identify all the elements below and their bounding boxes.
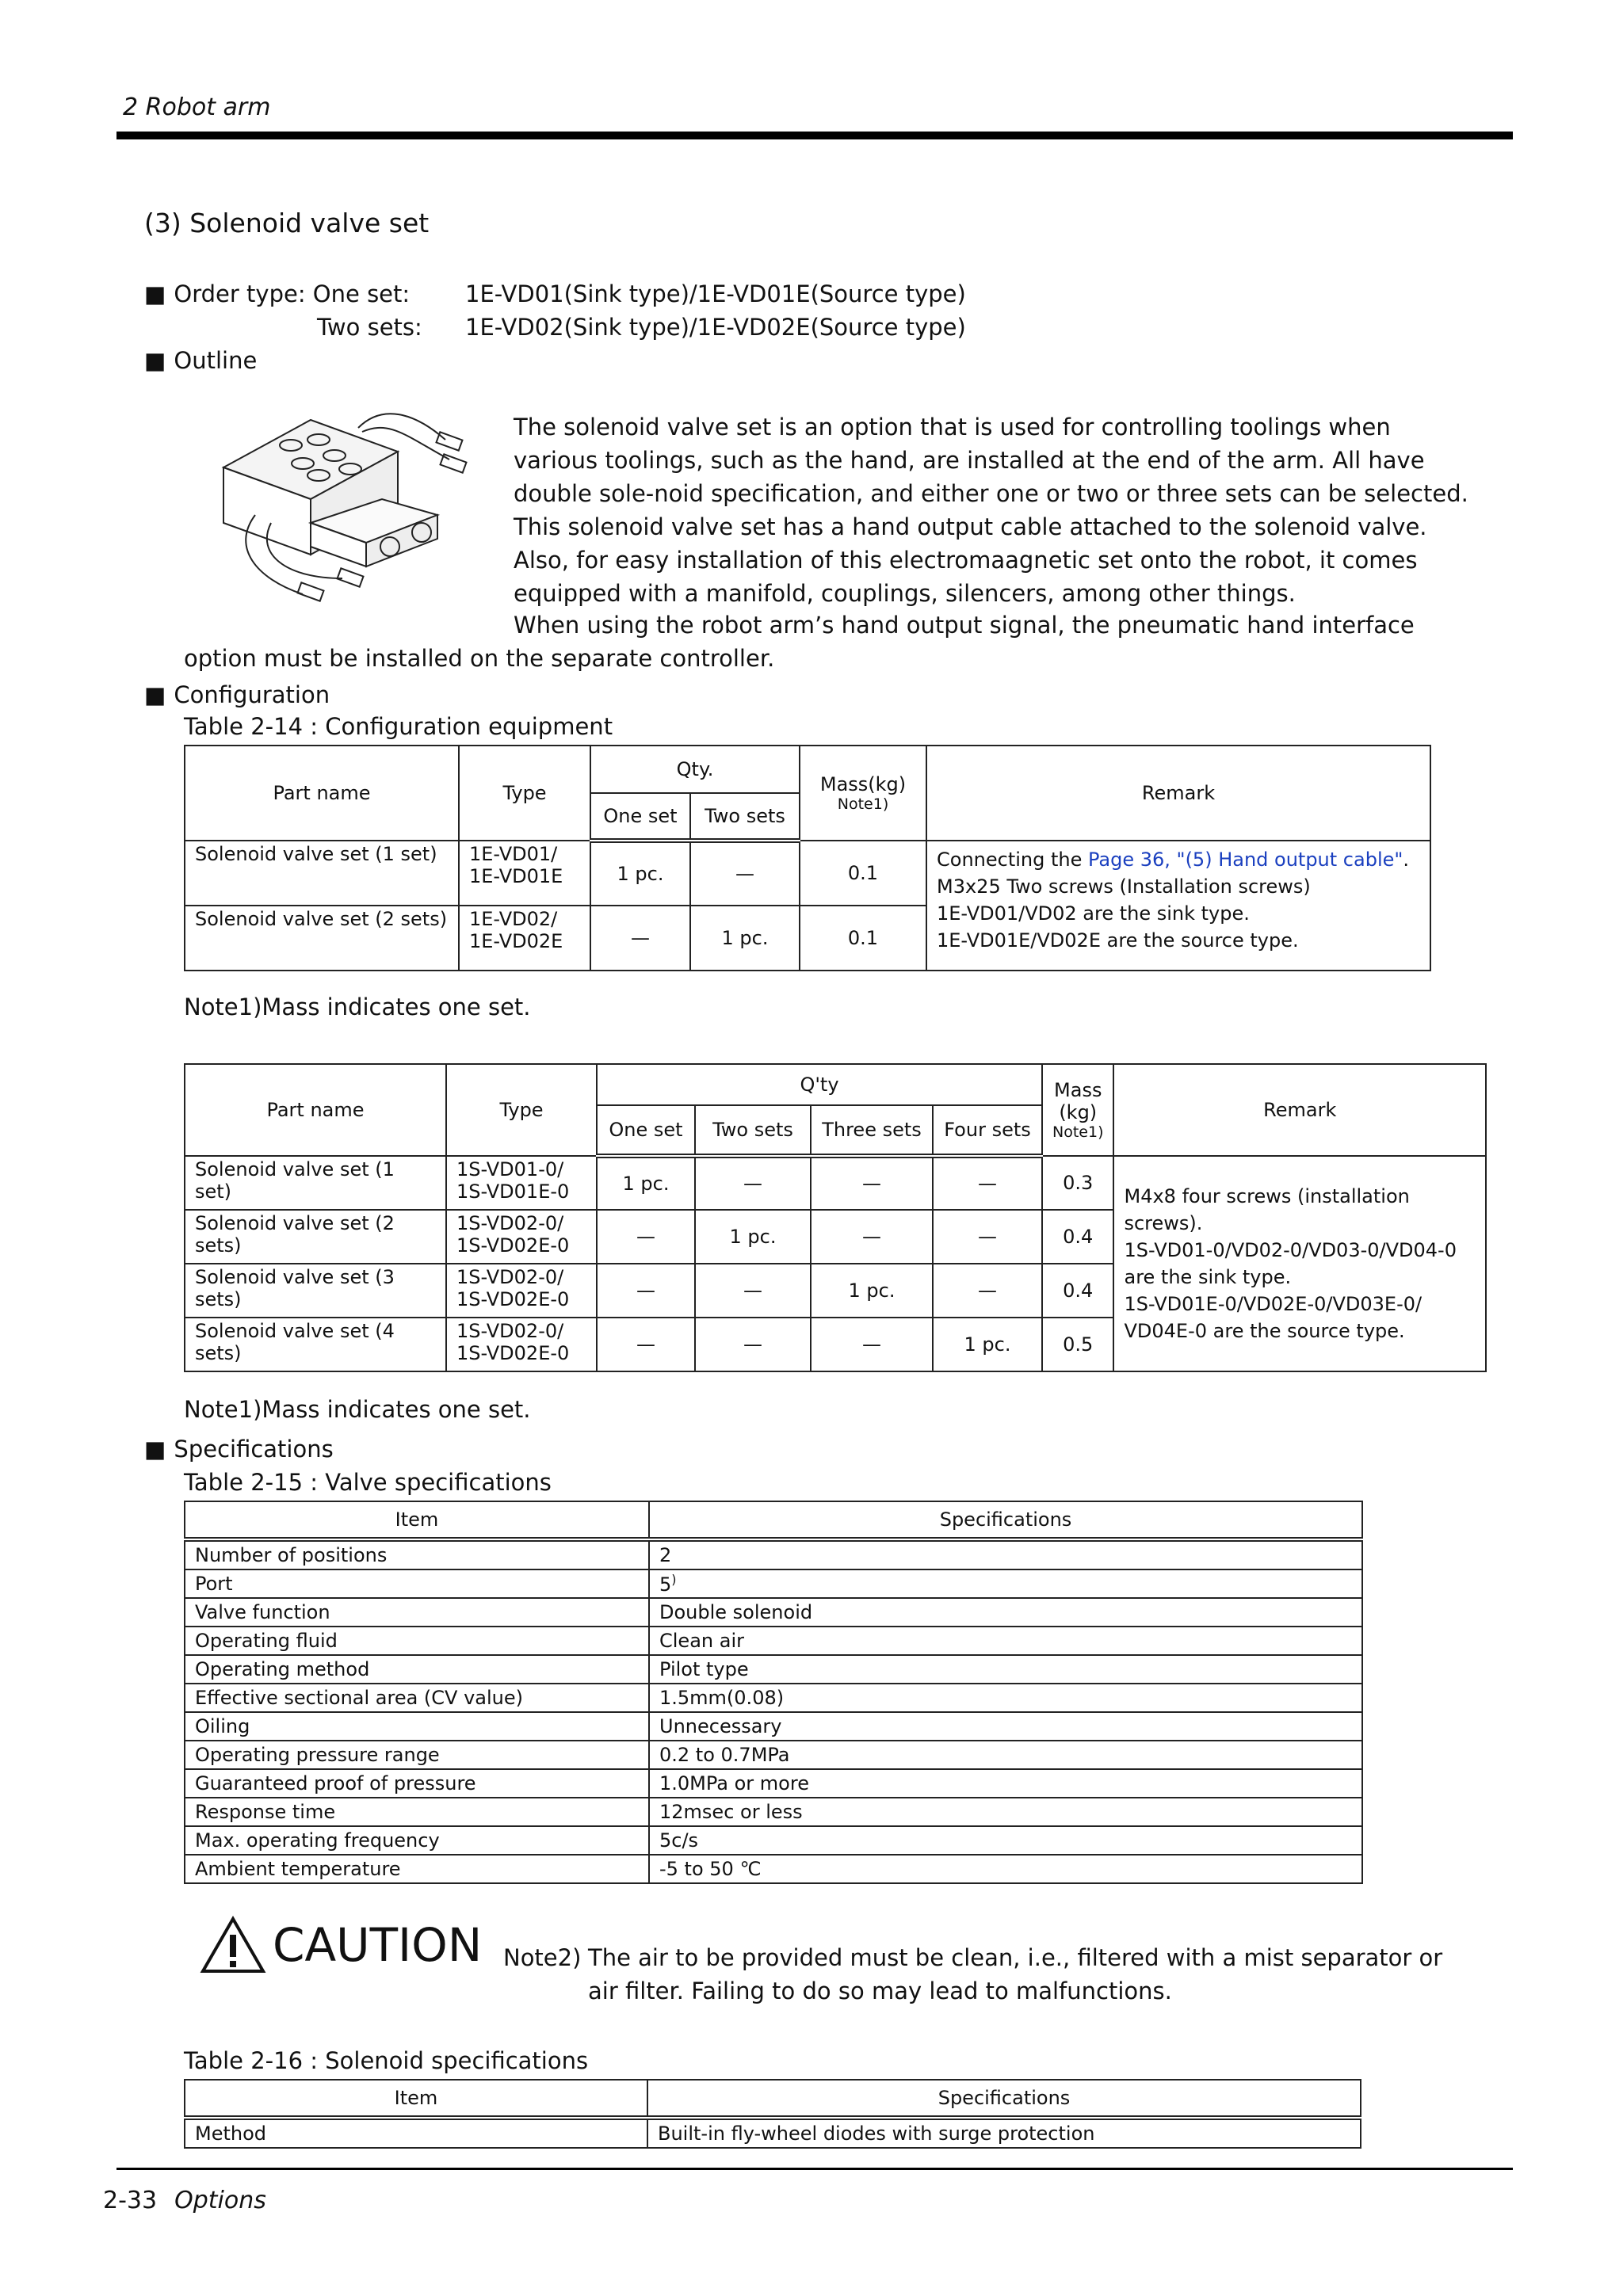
cell-four: 1 pc.	[933, 1318, 1042, 1371]
table-row	[185, 1627, 1362, 1655]
cell-spec: 1.0MPa or more	[649, 1769, 1362, 1798]
section-title: (3) Solenoid valve set	[144, 208, 430, 238]
cell-three: —	[811, 1210, 933, 1264]
cell-type	[446, 1264, 597, 1318]
cell-part: Solenoid valve set (2 sets)	[185, 906, 459, 971]
remark-text: Connecting the	[937, 849, 1088, 871]
cell-type-line: 1E-VD02/	[469, 908, 558, 930]
cell-type-line: 1S-VD02-0/	[456, 1212, 564, 1234]
table-2-15-caption: Table 2-15 : Valve specifications	[184, 1469, 552, 1496]
cell-item: Number of positions	[185, 1539, 649, 1569]
caution-label: CAUTION	[273, 1918, 483, 1972]
order-one-value: 1E-VD01(Sink type)/1E-VD01E(Source type)	[465, 280, 966, 307]
cell-spec: Pilot type	[649, 1655, 1362, 1684]
cell-item: Valve function	[185, 1598, 649, 1627]
col-one-set: One set	[597, 1105, 695, 1156]
solenoid-spec-table	[184, 2079, 1361, 2149]
cell-one: —	[597, 1210, 695, 1264]
col-qty: Q'ty	[597, 1064, 1042, 1105]
caution-badge	[200, 1916, 482, 1974]
configuration-table	[184, 745, 1431, 971]
col-mass-unit: (kg)	[1059, 1101, 1098, 1123]
cell-mass: 0.1	[800, 906, 926, 971]
col-remark: Remark	[1113, 1064, 1486, 1156]
cell-type-line: 1S-VD02E-0	[456, 1288, 570, 1310]
col-specifications: Specifications	[649, 1501, 1362, 1539]
table-2-14-caption: Table 2-14 : Configuration equipment	[184, 713, 613, 740]
cell-item: Response time	[185, 1798, 649, 1826]
cell-item: Oiling	[185, 1712, 649, 1741]
cell-item: Operating method	[185, 1655, 649, 1684]
outline-paragraph-2: When using the robot arm’s hand output signal, the pneumatic hand interface option must be installed on the separate controller.	[184, 612, 1415, 672]
header-rule	[116, 132, 1513, 139]
table-note: Note1)Mass indicates one set.	[184, 994, 531, 1020]
cell-one: —	[597, 1318, 695, 1371]
col-mass	[1042, 1064, 1113, 1156]
cell-three: 1 pc.	[811, 1264, 933, 1318]
cell-mass: 0.4	[1042, 1210, 1113, 1264]
table-row	[185, 1655, 1362, 1684]
cell-part: Solenoid valve set (4 sets)	[185, 1318, 446, 1371]
table-row	[185, 1684, 1362, 1712]
cell-item: Method	[185, 2118, 647, 2148]
remark-line: M3x25 Two screws (Installation screws)	[937, 875, 1311, 898]
remark-text: .	[1403, 849, 1410, 871]
cell-two: —	[695, 1264, 811, 1318]
col-specifications: Specifications	[647, 2080, 1361, 2118]
col-type: Type	[446, 1064, 597, 1156]
col-mass-label: Mass	[1054, 1079, 1102, 1101]
cell-part: Solenoid valve set (3 sets)	[185, 1264, 446, 1318]
col-three-sets: Three sets	[811, 1105, 933, 1156]
cell-item: Effective sectional area (CV value)	[185, 1684, 649, 1712]
cell-type-line: 1S-VD02-0/	[456, 1320, 564, 1342]
cell-item: Guaranteed proof of pressure	[185, 1769, 649, 1798]
cell-type-line: 1S-VD02E-0	[456, 1342, 570, 1364]
cell-four: —	[933, 1264, 1042, 1318]
cell-spec: 12msec or less	[649, 1798, 1362, 1826]
cell-mass: 0.3	[1042, 1156, 1113, 1210]
table-row	[185, 1741, 1362, 1769]
col-four-sets: Four sets	[933, 1105, 1042, 1156]
cell-one: —	[590, 906, 690, 971]
cell-spec: Double solenoid	[649, 1598, 1362, 1627]
cell-mass: 0.5	[1042, 1318, 1113, 1371]
order-type-block	[144, 277, 1095, 349]
caution-note-text: The air to be provided must be clean, i.e., filtered with a mist separator or air filter. Failing to do so may lead to malfunctions.	[588, 1944, 1443, 2004]
cell-item: Ambient temperature	[185, 1855, 649, 1883]
remark-line: 1E-VD01/VD02 are the sink type.	[937, 902, 1250, 925]
table-row	[185, 1569, 1362, 1598]
cell-type-line: 1S-VD02E-0	[456, 1234, 570, 1257]
cell-spec: Clean air	[649, 1627, 1362, 1655]
cell-one: 1 pc.	[590, 841, 690, 906]
col-item: Item	[185, 1501, 649, 1539]
footer-section: Options	[174, 2187, 266, 2214]
col-mass-note: Note1)	[1052, 1123, 1104, 1141]
specifications-heading: ■ Specifications	[144, 1432, 334, 1466]
table-2-16-caption: Table 2-16 : Solenoid specifications	[184, 2047, 589, 2074]
col-mass-note: Note1)	[837, 795, 889, 813]
col-type: Type	[459, 746, 590, 841]
cell-type	[446, 1156, 597, 1210]
cell-type	[459, 841, 590, 906]
configuration-table-2	[184, 1063, 1487, 1372]
cell-two: —	[695, 1318, 811, 1371]
cell-four: —	[933, 1156, 1042, 1210]
remark-line: M4x8 four screws (installation screws).	[1124, 1185, 1410, 1234]
cell-spec	[649, 1569, 1362, 1598]
solenoid-valve-illustration	[208, 396, 477, 610]
col-qty: Qty.	[590, 746, 800, 793]
cell-item: Operating pressure range	[185, 1741, 649, 1769]
remark-line	[937, 846, 1420, 873]
running-header: 2 Robot arm	[123, 93, 271, 121]
cell-part: Solenoid valve set (1 set)	[185, 841, 459, 906]
caution-note-label: Note2)	[503, 1944, 582, 1971]
cell-spec: -5 to 50 ℃	[649, 1855, 1362, 1883]
outline-paragraph: The solenoid valve set is an option that is used for controlling toolings when various toolings, such as the hand, are installed at the end of the arm. All have double sole-noid specification, and either one or two or three sets can be selected. This solenoid valve set has a hand output cable attached to the solenoid valve. Also, for easy installation of this electromaagnetic set onto the robot, it comes equipped with a manifold, couplings, silencers, among other things.	[514, 414, 1468, 607]
table-row	[185, 1826, 1362, 1855]
cell-type-line: 1S-VD02-0/	[456, 1266, 564, 1288]
col-part-name: Part name	[185, 746, 459, 841]
table-row	[185, 1156, 1486, 1210]
cell-type-line: 1S-VD01-0/	[456, 1158, 564, 1180]
cell-spec-value: 5	[659, 1573, 672, 1596]
cell-type	[446, 1210, 597, 1264]
cell-two: —	[690, 841, 800, 906]
order-two-value: 1E-VD02(Sink type)/1E-VD02E(Source type)	[465, 314, 966, 341]
cell-three: —	[811, 1318, 933, 1371]
warning-triangle-icon	[200, 1916, 266, 1974]
cell-part: Solenoid valve set (2 sets)	[185, 1210, 446, 1264]
remark-line: 1S-VD01-0/VD02-0/VD03-0/VD04-0	[1124, 1239, 1457, 1261]
col-two-sets: Two sets	[695, 1105, 811, 1156]
cell-one: 1 pc.	[597, 1156, 695, 1210]
cell-remark	[1113, 1156, 1486, 1371]
cell-spec: Unnecessary	[649, 1712, 1362, 1741]
cell-spec: 0.2 to 0.7MPa	[649, 1741, 1362, 1769]
col-mass	[800, 746, 926, 841]
cell-type-line: 1E-VD01/	[469, 843, 558, 865]
cell-spec: 2	[649, 1539, 1362, 1569]
cell-one: —	[597, 1264, 695, 1318]
remark-line: VD04E-0 are the source type.	[1124, 1320, 1405, 1342]
cell-three: —	[811, 1156, 933, 1210]
cell-two: —	[695, 1156, 811, 1210]
table-row	[185, 841, 1430, 906]
cell-spec-note-mark: )	[671, 1572, 677, 1587]
cell-type	[446, 1318, 597, 1371]
col-item: Item	[185, 2080, 647, 2118]
cell-item: Operating fluid	[185, 1627, 649, 1655]
page-footer	[103, 2187, 266, 2214]
cell-spec: Built-in fly-wheel diodes with surge protection	[647, 2118, 1361, 2148]
col-remark: Remark	[926, 746, 1430, 841]
table-row	[185, 2118, 1361, 2148]
cell-type-line: 1E-VD02E	[469, 930, 563, 952]
cell-remark	[926, 841, 1430, 971]
col-mass-label: Mass(kg)	[819, 773, 907, 795]
cell-four: —	[933, 1210, 1042, 1264]
remark-line: are the sink type.	[1124, 1266, 1292, 1288]
hand-output-cable-link[interactable]: Page 36, "(5) Hand output cable"	[1088, 849, 1403, 871]
cell-two: 1 pc.	[690, 906, 800, 971]
cell-two: 1 pc.	[695, 1210, 811, 1264]
footer-rule	[116, 2168, 1513, 2170]
cell-item: Max. operating frequency	[185, 1826, 649, 1855]
valve-spec-table	[184, 1501, 1363, 1884]
cell-part: Solenoid valve set (1 set)	[185, 1156, 446, 1210]
table-row	[185, 1798, 1362, 1826]
table-note-2: Note1)Mass indicates one set.	[184, 1396, 531, 1423]
table-row	[185, 1769, 1362, 1798]
outline-heading: ■ Outline	[144, 344, 257, 377]
cell-mass: 0.4	[1042, 1264, 1113, 1318]
table-row	[185, 1539, 1362, 1569]
col-two-sets: Two sets	[690, 793, 800, 841]
col-part-name: Part name	[185, 1064, 446, 1156]
table-row	[185, 1598, 1362, 1627]
order-type-label: ■ Order type: One set:	[144, 277, 410, 311]
remark-line: 1S-VD01E-0/VD02E-0/VD03E-0/	[1124, 1293, 1423, 1315]
cell-type-line: 1S-VD01E-0	[456, 1180, 570, 1203]
cell-spec: 1.5mm(0.08)	[649, 1684, 1362, 1712]
cell-type-line: 1E-VD01E	[469, 865, 563, 887]
order-two-label: Two sets:	[317, 314, 422, 341]
remark-line: 1E-VD01E/VD02E are the source type.	[937, 929, 1299, 952]
cell-type	[459, 906, 590, 971]
table-row	[185, 1855, 1362, 1883]
cell-mass: 0.1	[800, 841, 926, 906]
configuration-heading: ■ Configuration	[144, 678, 330, 711]
page-number: 2-33	[103, 2187, 158, 2214]
cell-spec: 5c/s	[649, 1826, 1362, 1855]
col-one-set: One set	[590, 793, 690, 841]
table-row	[185, 1712, 1362, 1741]
cell-item: Port	[185, 1569, 649, 1598]
